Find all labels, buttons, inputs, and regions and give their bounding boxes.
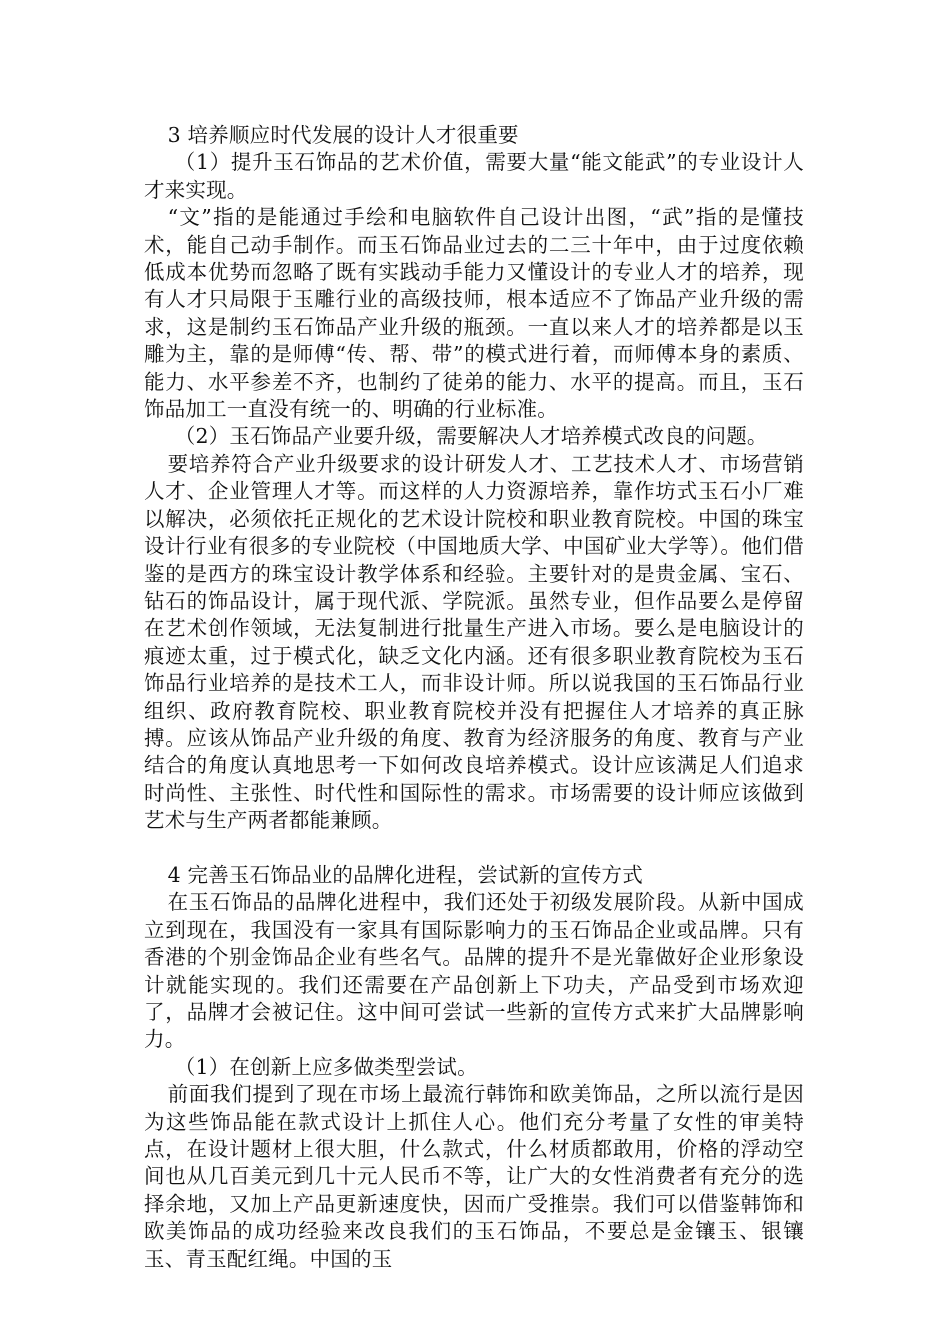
section-spacer xyxy=(144,835,804,862)
section-4-paragraph-2: 前面我们提到了现在市场上最流行韩饰和欧美饰品，之所以流行是因为这些饰品能在款式设计上抓住人心。他们充分考量了女性的审美特点，在设计题材上很大胆，什么款式，什么材质都敢用，价格的浮动空间也从几百美元到几十元人民币不等，让广大的女性消费者有充分的选择余地，又加上产品更新速度快，因而广受推崇。我们可以借鉴韩饰和欧美饰品的成功经验来改良我们的玉石饰品，不要总是金镶玉、银镶玉、青玉配红绳。中国的玉 xyxy=(144,1082,804,1271)
section-3-subheading-2: （2）玉石饰品产业要升级，需要解决人才培养模式改良的问题。 xyxy=(174,424,768,449)
section-3-subheading-1: （1）提升玉石饰品的艺术价值，需要大量“能文能武”的专业设计人才来实现。 xyxy=(144,150,804,202)
section-3-paragraph-2: 要培养符合产业升级要求的设计研发人才、工艺技术人才、市场营销人才、企业管理人才等。而这样的人力资源培养，靠作坊式玉石小厂难以解决，必须依托正规化的艺术设计院校和职业教育院校。中国的珠宝设计行业有很多的专业院校（中国地质大学、中国矿业大学等）。他们借鉴的是西方的珠宝设计教学体系和经验。主要针对的是贵金属、宝石、钻石的饰品设计，属于现代派、学院派。虽然专业，但作品要么是停留在艺术创作领域，无法复制进行批量生产进入市场。要么是电脑设计的痕迹太重，过于模式化，缺乏文化内涵。还有很多职业教育院校为玉石饰品行业培养的是技术工人，而非设计师。所以说我国的玉石饰品行业组织、政府教育院校、职业教育院校并没有把握住人才培养的真正脉搏。应该从饰品产业升级的角度、教育为经济服务的角度、教育与产业结合的角度认真地思考一下如何改良培养模式。设计应该满足人们追求时尚性、主张性、时代性和国际性的需求。市场需要的设计师应该做到艺术与生产两者都能兼顾。 xyxy=(144,451,804,833)
section-4-paragraph-1: 在玉石饰品的品牌化进程中，我们还处于初级发展阶段。从新中国成立到现在，我国没有一家具有国际影响力的玉石饰品企业或品牌。只有香港的个别金饰品企业有些名气。品牌的提升不是光靠做好企业形象设计就能实现的。我们还需要在产品创新上下功夫，产品受到市场欢迎了，品牌才会被记住。这中间可尝试一些新的宣传方式来扩大品牌影响力。 xyxy=(144,890,804,1052)
document-body xyxy=(144,122,804,1273)
section-4-heading: 4 完善玉石饰品业的品牌化进程，尝试新的宣传方式 xyxy=(167,862,643,887)
section-3-heading: 3 培养顺应时代发展的设计人才很重要 xyxy=(167,123,519,147)
section-3-paragraph-1: “文”指的是能通过手绘和电脑软件自己设计出图，“武”指的是懂技术，能自己动手制作。而玉石饰品业过去的二三十年中，由于过度依赖低成本优势而忽略了既有实践动手能力又懂设计的专业人才的培养，现有人才只局限于玉雕行业的高级技师，根本适应不了饰品产业升级的需求，这是制约玉石饰品产业升级的瓶颈。一直以来人才的培养都是以玉雕为主，靠的是师傅“传、帮、带”的模式进行着，而师傅本身的素质、能力、水平参差不齐，也制约了徒弟的能力、水平的提高。而且，玉石饰品加工一直没有统一的、明确的行业标准。 xyxy=(144,205,804,422)
section-4-subheading-1: （1）在创新上应多做类型尝试。 xyxy=(174,1054,478,1079)
